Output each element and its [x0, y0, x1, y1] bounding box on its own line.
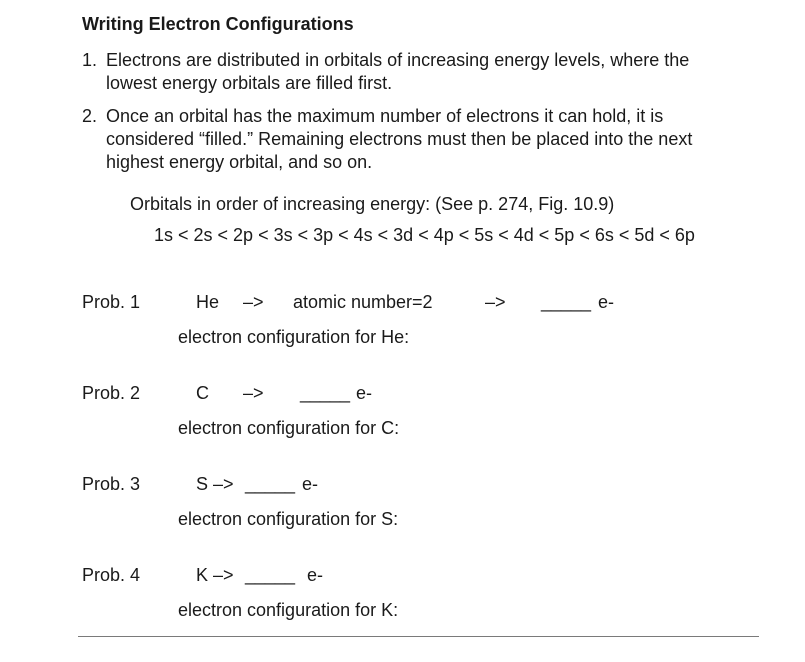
problem-1-unit: e-: [598, 292, 615, 312]
problem-2-element: C: [196, 383, 209, 403]
bottom-divider: [78, 636, 759, 637]
problem-1-arrow-1: –>: [243, 292, 264, 312]
problem-3-element: S –>: [196, 474, 234, 494]
problem-4-unit: e-: [307, 565, 324, 585]
problem-1-element: He: [196, 292, 220, 312]
problem-3-unit: e-: [302, 474, 319, 494]
problem-4-answer-blank[interactable]: _____: [245, 565, 296, 585]
problem-2-answer-blank[interactable]: _____: [300, 383, 351, 403]
problem-1-arrow-2: –>: [485, 292, 506, 312]
rule-2-line-2: considered “filled.” Remaining electrons must then be placed into the next: [106, 129, 693, 149]
problem-3-config-prompt: electron configuration for S:: [178, 509, 399, 529]
rule-1-line-2: lowest energy orbitals are filled first.: [106, 73, 393, 93]
problem-1-atomic-number: atomic number=2: [293, 292, 433, 312]
rule-1-line-1: Electrons are distributed in orbitals of increasing energy levels, where the: [106, 50, 690, 70]
page-title: Writing Electron Configurations: [82, 14, 354, 34]
problem-4-label: Prob. 4: [82, 565, 141, 585]
rule-2-number: 2.: [82, 106, 98, 126]
problem-4-element: K –>: [196, 565, 234, 585]
problem-1-label: Prob. 1: [82, 292, 141, 312]
rule-1-number: 1.: [82, 50, 98, 70]
problem-4-config-prompt: electron configuration for K:: [178, 600, 399, 620]
problem-1-config-prompt: electron configuration for He:: [178, 327, 410, 347]
problem-2-config-prompt: electron configuration for C:: [178, 418, 400, 438]
problem-3-answer-blank[interactable]: _____: [245, 474, 296, 494]
orbital-order-sequence: 1s < 2s < 2p < 3s < 3p < 4s < 3d < 4p < 5s < 4d < 5p < 6s < 5d < 6p: [154, 225, 695, 245]
orbital-order-title: Orbitals in order of increasing energy: (See p. 274, Fig. 10.9): [130, 194, 615, 214]
problem-2-arrow: –>: [243, 383, 264, 403]
rule-2-line-3: highest energy orbital, and so on.: [106, 152, 373, 172]
rule-2-line-1: Once an orbital has the maximum number of electrons it can hold, it is: [106, 106, 664, 126]
problem-3-label: Prob. 3: [82, 474, 141, 494]
problem-1-answer-blank[interactable]: _____: [541, 292, 592, 312]
problem-2-unit: e-: [356, 383, 373, 403]
problem-2-label: Prob. 2: [82, 383, 141, 403]
